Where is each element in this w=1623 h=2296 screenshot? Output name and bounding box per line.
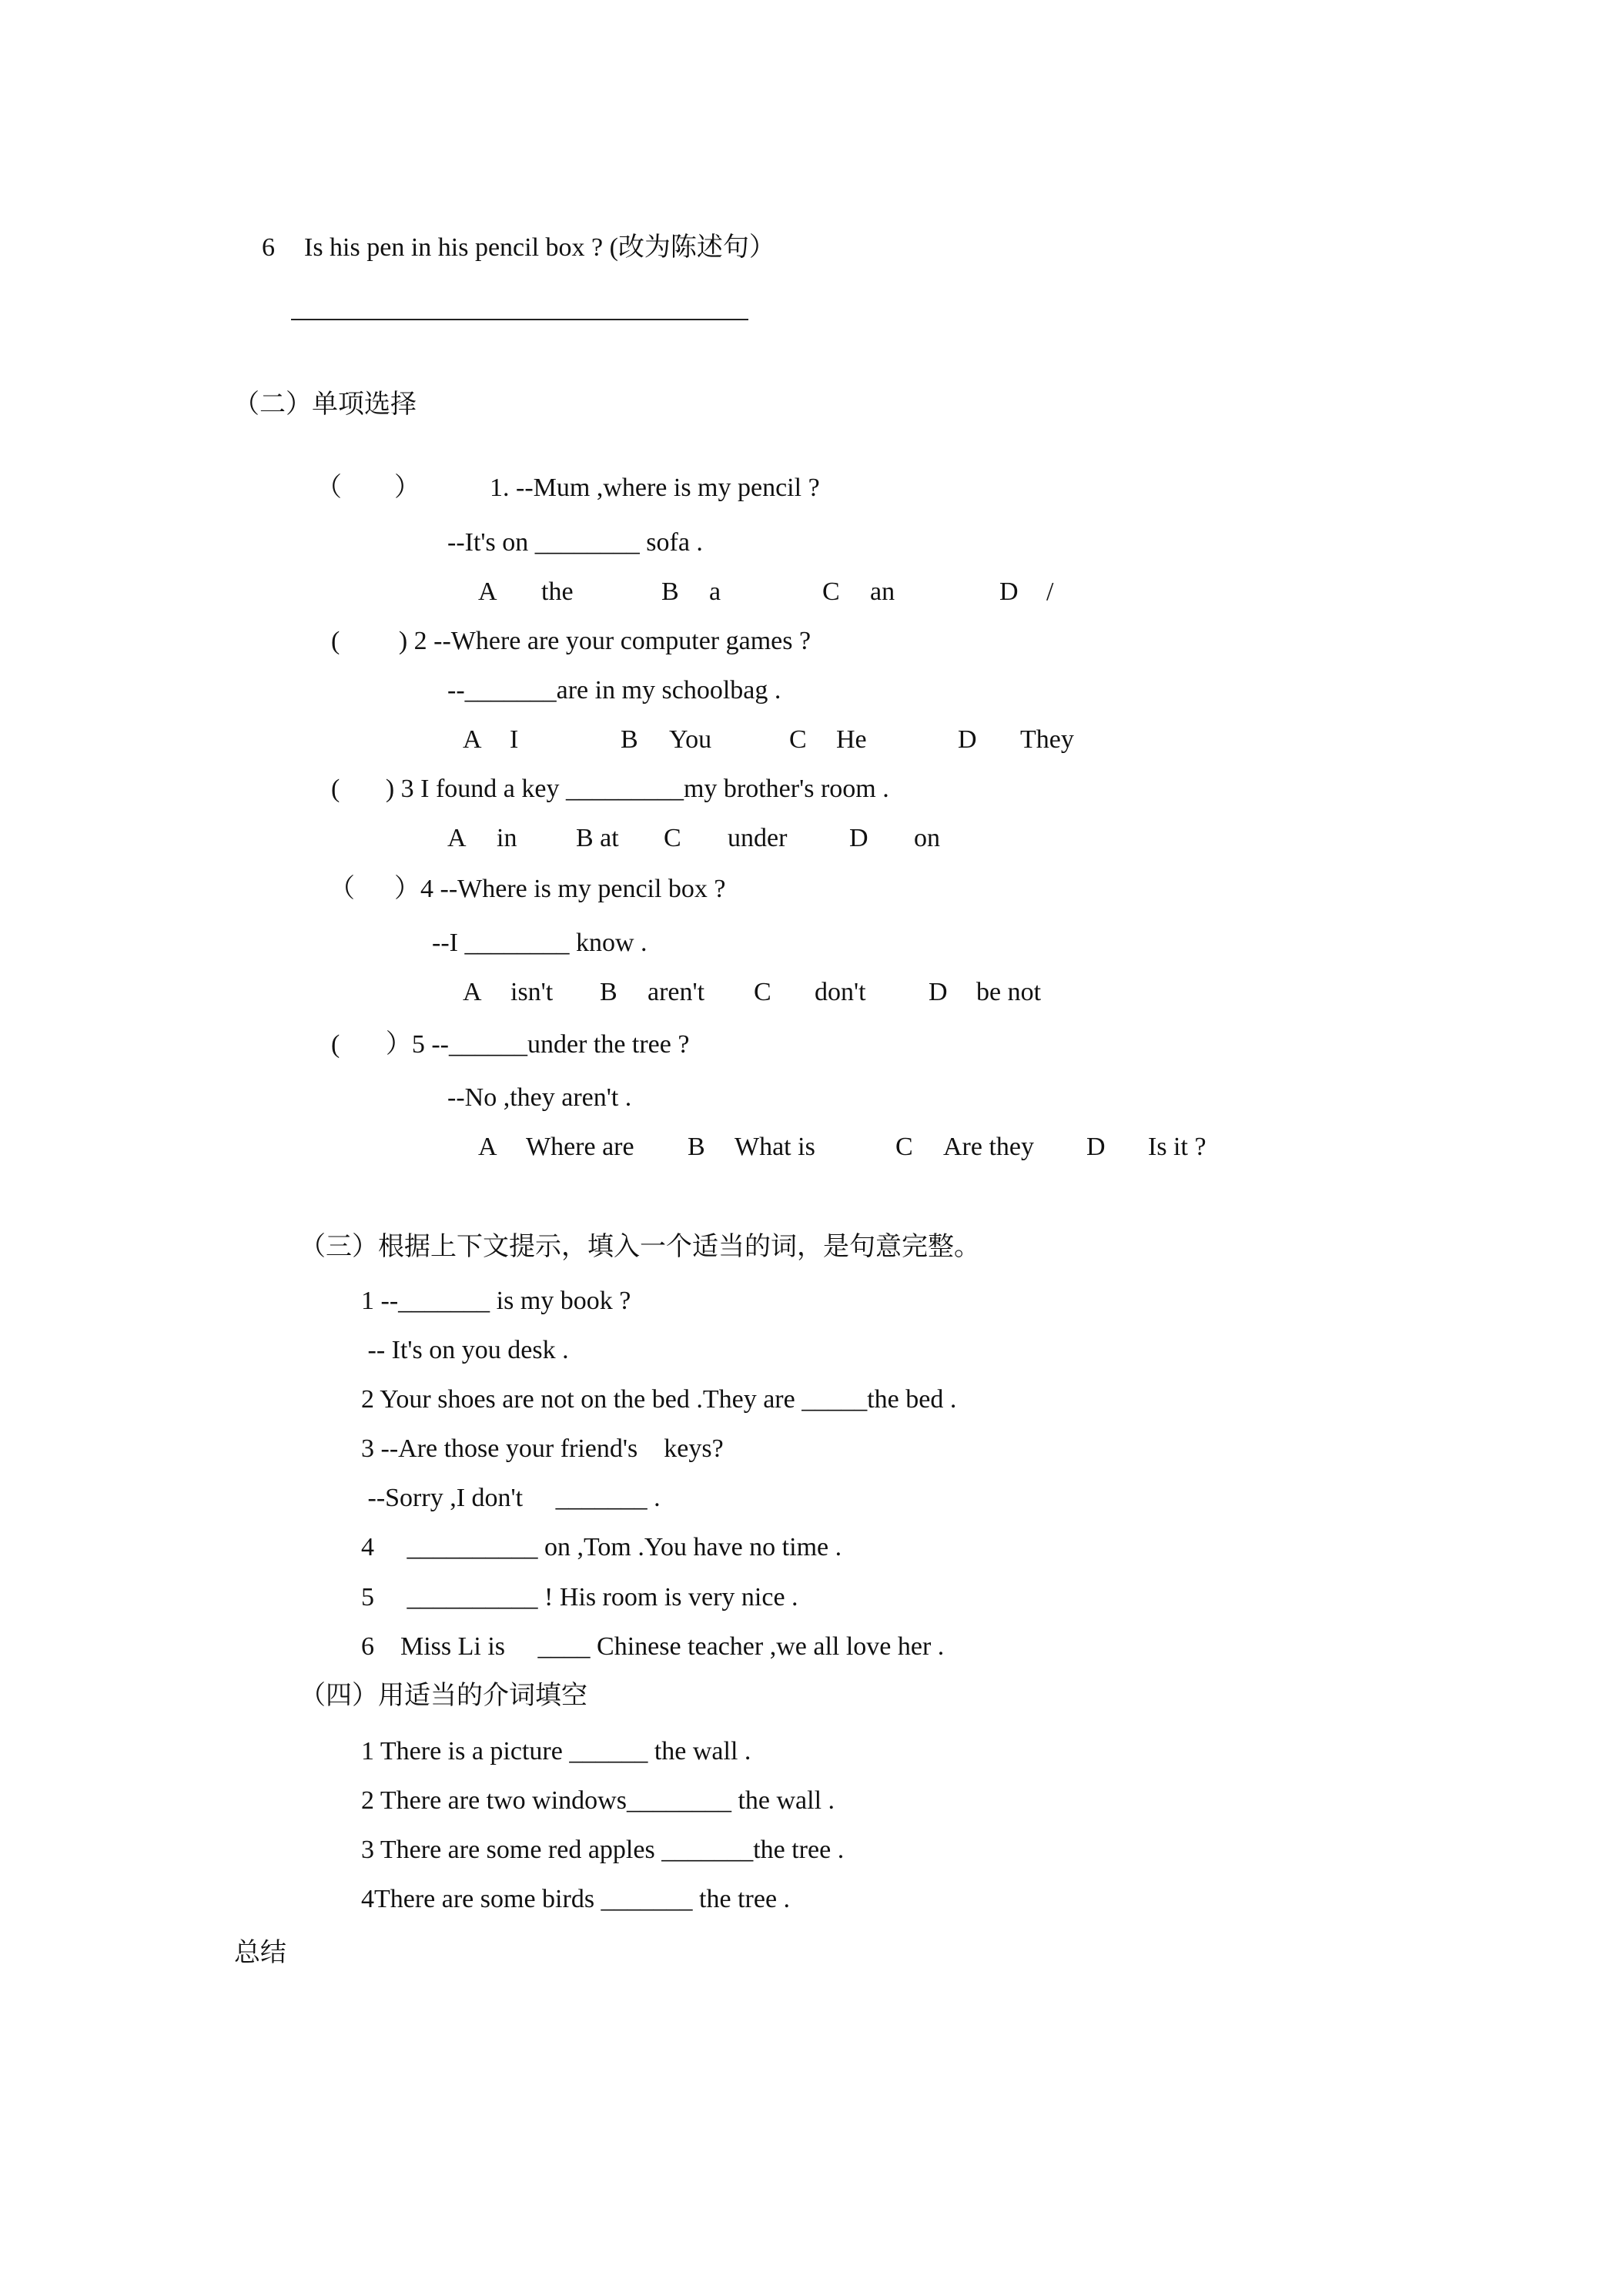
q2-reply: --_______are in my schoolbag .: [447, 676, 781, 705]
q1-opt-c-text[interactable]: an: [870, 577, 895, 606]
q5-opt-b-text[interactable]: What is: [735, 1133, 815, 1161]
q4-opt-b-letter[interactable]: B: [600, 978, 617, 1006]
summary-heading: 总结: [234, 1939, 286, 1967]
q2-opt-b-text[interactable]: You: [669, 725, 712, 754]
section3-line-4: 3 --Are those your friend's keys?: [361, 1434, 724, 1463]
q1-opt-d-letter[interactable]: D: [999, 577, 1019, 606]
section3-title: （三）根据上下文提示，填入一个适当的词，是句意完整。: [300, 1233, 980, 1261]
q5-opt-c-text[interactable]: Are they: [943, 1133, 1035, 1161]
q2-opt-c-letter[interactable]: C: [789, 725, 807, 754]
section3-line-3: 2 Your shoes are not on the bed .They are _____the bed .: [361, 1385, 957, 1414]
q3-opt-d-letter[interactable]: D: [849, 824, 868, 852]
q5-opt-d-letter[interactable]: D: [1086, 1133, 1106, 1161]
q2-opt-a-letter[interactable]: A: [463, 725, 482, 754]
q5-opt-c-letter[interactable]: C: [895, 1133, 913, 1161]
q3-opt-c-letter[interactable]: C: [664, 824, 681, 852]
q5-stem: ( ）5 --______under the tree ?: [331, 1030, 690, 1059]
q6-text: Is his pen in his pencil box ? (改为陈述句）: [304, 233, 775, 262]
q6-answer-line[interactable]: [291, 319, 748, 320]
q1-opt-b-letter[interactable]: B: [661, 577, 679, 606]
q3-stem: ( ) 3 I found a key _________my brother's room .: [331, 775, 889, 803]
section4-line-2: 2 There are two windows________ the wall .: [361, 1786, 835, 1815]
section3-line-6: 4 __________ on ,Tom .You have no time .: [361, 1533, 842, 1561]
q5-opt-b-letter[interactable]: B: [688, 1133, 705, 1161]
section3-line-8: 6 Miss Li is ____ Chinese teacher ,we all love her .: [361, 1632, 945, 1661]
q1-stem: 1. --Mum ,where is my pencil ?: [490, 474, 820, 502]
q1-opt-a-text[interactable]: the: [541, 577, 574, 606]
section4-line-1: 1 There is a picture ______ the wall .: [361, 1737, 751, 1766]
q2-opt-b-letter[interactable]: B: [621, 725, 638, 754]
q4-opt-d-letter[interactable]: D: [929, 978, 948, 1006]
q4-reply: --I ________ know .: [432, 929, 648, 957]
q4-opt-d-text[interactable]: be not: [976, 978, 1042, 1006]
q1-opt-d-text[interactable]: /: [1046, 577, 1054, 606]
section4-title: （四）用适当的介词填空: [300, 1682, 587, 1710]
q2-opt-a-text[interactable]: I: [510, 725, 519, 754]
q1-paren[interactable]: （ ）: [316, 474, 420, 502]
q5-opt-a-text[interactable]: Where are: [526, 1133, 634, 1161]
q2-stem: ( ) 2 --Where are your computer games ?: [331, 627, 812, 655]
q5-opt-a-letter[interactable]: A: [478, 1133, 497, 1161]
q5-opt-d-text[interactable]: Is it ?: [1148, 1133, 1206, 1161]
q3-opt-d-text[interactable]: on: [914, 824, 940, 852]
section2-title: （二）单项选择: [233, 390, 417, 419]
section3-line-7: 5 __________ ! His room is very nice .: [361, 1583, 798, 1612]
q1-opt-a-letter[interactable]: A: [478, 577, 497, 606]
section4-line-4: 4There are some birds _______ the tree .: [361, 1885, 791, 1913]
section3-line-2: -- It's on you desk .: [361, 1336, 569, 1364]
q1-reply: --It's on ________ sofa .: [447, 528, 703, 557]
q3-opt-a-text[interactable]: in: [497, 824, 517, 852]
q3-opt-c-text[interactable]: under: [728, 824, 788, 852]
q1-opt-c-letter[interactable]: C: [822, 577, 840, 606]
q4-opt-a-letter[interactable]: A: [463, 978, 482, 1006]
q4-opt-a-text[interactable]: isn't: [510, 978, 554, 1006]
q3-opt-a-letter[interactable]: A: [447, 824, 467, 852]
q4-opt-c-letter[interactable]: C: [754, 978, 771, 1006]
section3-line-5: --Sorry ,I don't _______ .: [361, 1484, 661, 1512]
q2-opt-d-text[interactable]: They: [1020, 725, 1074, 754]
q1-opt-b-text[interactable]: a: [709, 577, 721, 606]
section4-line-3: 3 There are some red apples _______the tree .: [361, 1836, 845, 1864]
q5-reply: --No ,they aren't .: [447, 1083, 632, 1112]
q4-opt-c-text[interactable]: don't: [815, 978, 866, 1006]
q6-number: 6: [262, 233, 275, 262]
q4-opt-b-text[interactable]: aren't: [648, 978, 705, 1006]
q4-stem: （ ）4 --Where is my pencil box ?: [329, 875, 726, 903]
q3-opt-b[interactable]: B at: [576, 824, 619, 852]
q2-opt-d-letter[interactable]: D: [958, 725, 977, 754]
section3-line-1: 1 --_______ is my book ?: [361, 1287, 631, 1315]
q2-opt-c-text[interactable]: He: [836, 725, 867, 754]
